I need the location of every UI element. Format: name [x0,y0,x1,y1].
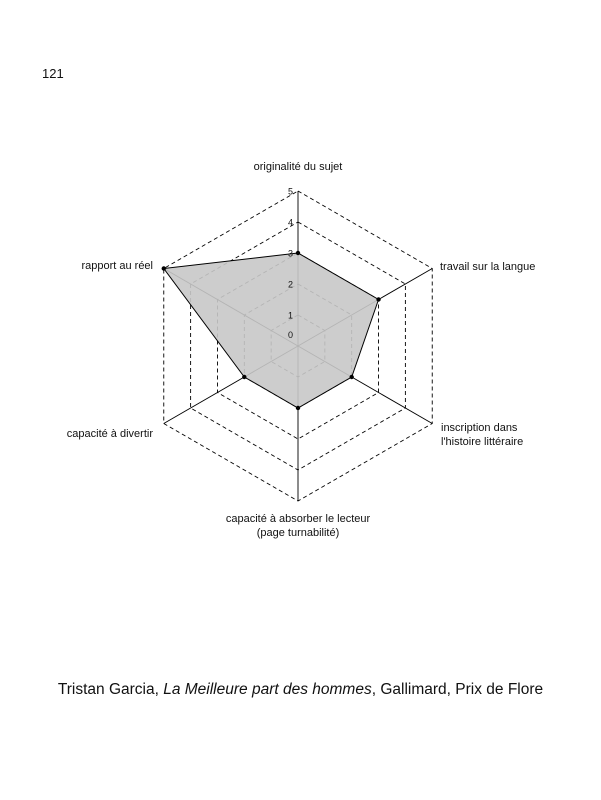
tick-label-3: 3 [287,248,293,259]
tick-label-2: 2 [287,279,293,290]
caption-book-title: La Meilleure part des hommes [163,681,372,698]
axis-label-5: rapport au réel [81,260,153,272]
data-area [164,253,379,408]
axis-label-4: capacité à divertir [66,428,153,440]
tick-label-4: 4 [287,217,293,228]
data-point-0 [296,251,300,255]
figure-caption [0,681,601,699]
tick-label-5: 5 [287,186,293,197]
caption-publisher: , Gallimard, Prix de Flore [371,681,544,698]
caption-author: Tristan Garcia, [57,681,164,698]
axis-label-2: inscription dans l'histoire littéraire [441,422,524,448]
data-point-5 [162,266,166,270]
page-number: 121 [42,66,64,81]
data-point-2 [349,375,353,379]
data-point-3 [296,406,300,410]
axis-label-1: travail sur la langue [440,261,536,273]
axis-label-3: capacité à absorber le lecteur (page turnabilité) [225,513,371,539]
data-point-1 [376,297,380,301]
tick-label-1: 1 [287,310,293,321]
data-point-4 [242,375,246,379]
radar-area [162,248,381,410]
tick-label-0: 0 [287,330,293,340]
axis-label-0: originalité du sujet [253,161,343,173]
